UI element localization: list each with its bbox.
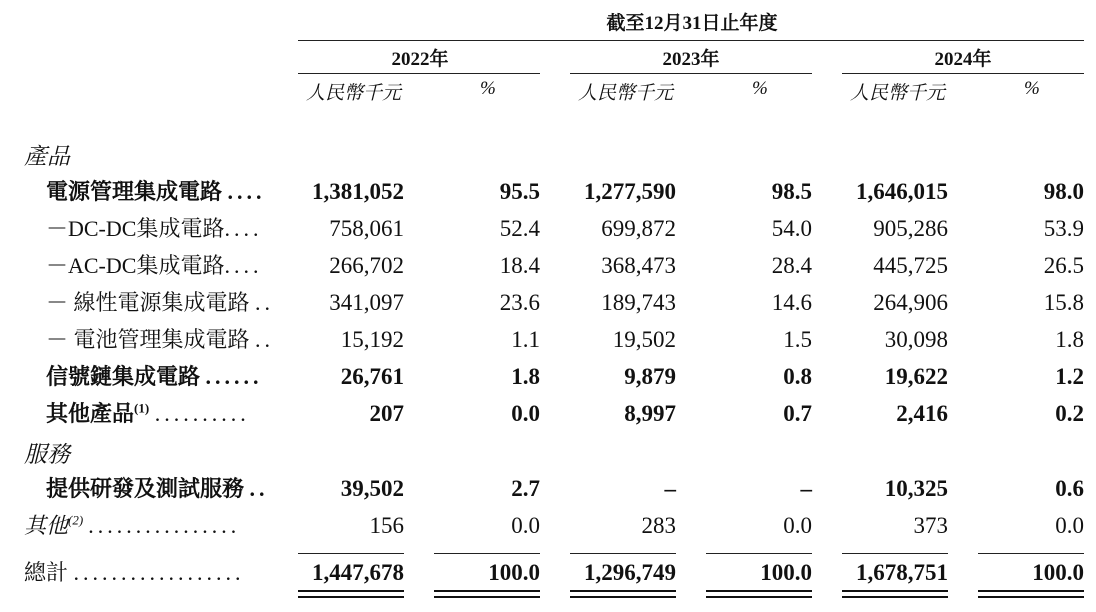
row-label: 其他產品$^{(1)}$ .......... (46, 400, 250, 426)
cell-2024-amount: 905,286 (873, 216, 948, 241)
cell-2022-amount: 341,097 (329, 290, 404, 315)
cell-2023-pct: 98.5 (771, 179, 812, 204)
table-row (0, 284, 1096, 321)
double-underline (978, 590, 1084, 598)
table-row (0, 358, 1096, 395)
unit-pct-2023: % (752, 78, 768, 99)
cell-2024-amount: 373 (913, 513, 948, 538)
cell-2022-amount: 207 (369, 401, 404, 426)
cell-2023-pct: 14.6 (771, 290, 812, 315)
section-products: 產品 (24, 144, 70, 169)
table-row (0, 210, 1096, 247)
cell-2024-pct: 53.9 (1043, 216, 1084, 241)
table-row (0, 321, 1096, 358)
unit-amount-2024: 人民幣千元 (850, 83, 946, 104)
cell-2023-amount: 19,502 (612, 327, 676, 352)
year-rule-2022 (298, 73, 540, 74)
cell-2024-amount: 2,416 (896, 401, 948, 426)
cell-2024-amount: 1,678,751 (856, 560, 948, 585)
cell-2024-pct: 15.8 (1043, 290, 1084, 315)
cell-2023-pct: – (800, 476, 812, 501)
cell-2024-amount: 30,098 (884, 327, 948, 352)
cell-2022-pct: 1.8 (511, 364, 540, 389)
row-label: 信號鏈集成電路 ...... (46, 364, 263, 389)
cell-2022-pct: 2.7 (511, 476, 540, 501)
cell-2022-pct: 52.4 (499, 216, 540, 241)
double-underline (298, 590, 404, 598)
cell-2023-amount: – (664, 476, 676, 501)
table-row (0, 395, 1096, 432)
cell-2024-pct: 0.2 (1055, 401, 1084, 426)
row-label: 提供研發及測試服務 .. (46, 476, 269, 501)
cell-2023-amount: 8,997 (624, 401, 676, 426)
cell-2022-amount: 1,381,052 (312, 179, 404, 204)
row-label: － 線性電源集成電路 .. (46, 290, 275, 315)
double-underline (570, 590, 676, 598)
cell-2022-pct: 0.0 (511, 401, 540, 426)
cell-2023-pct: 100.0 (760, 560, 812, 585)
cell-2022-amount: 39,502 (340, 476, 404, 501)
cell-2022-amount: 15,192 (340, 327, 404, 352)
table-period-heading: 截至12月31日止年度 (606, 13, 778, 34)
cell-2023-pct: 1.5 (783, 327, 812, 352)
cell-2024-pct: 0.0 (1055, 513, 1084, 538)
row-label: 總計 .................. (24, 560, 245, 585)
cell-2022-amount: 26,761 (340, 364, 404, 389)
year-rule-2023 (570, 73, 812, 74)
double-underline (842, 590, 948, 598)
cell-2022-amount: 758,061 (329, 216, 404, 241)
cell-2023-amount: 699,872 (601, 216, 676, 241)
section-services: 服務 (24, 442, 70, 467)
row-label: － 電池管理集成電路 .. (46, 327, 275, 352)
cell-2022-pct: 0.0 (511, 513, 540, 538)
cell-2023-pct: 0.0 (783, 513, 812, 538)
row-label: －AC-DC集成電路.... (46, 253, 263, 278)
table-row (0, 173, 1096, 210)
row-label: 其他$^{(2)}$ ................ (24, 512, 241, 538)
cell-2023-amount: 368,473 (601, 253, 676, 278)
cell-2024-pct: 1.2 (1055, 364, 1084, 389)
cell-2022-pct: 1.1 (511, 327, 540, 352)
cell-2024-amount: 264,906 (873, 290, 948, 315)
cell-2022-pct: 100.0 (488, 560, 540, 585)
cell-2024-pct: 98.0 (1043, 179, 1084, 204)
year-rule-2024 (842, 73, 1084, 74)
double-underline (434, 590, 540, 598)
cell-2024-amount: 10,325 (884, 476, 948, 501)
footnote-marker: (2) (68, 512, 84, 528)
cell-2023-pct: 28.4 (771, 253, 812, 278)
cell-2024-amount: 445,725 (873, 253, 948, 278)
unit-pct-2024: % (1024, 78, 1040, 99)
table-row-total (0, 554, 1096, 591)
header-rule (298, 40, 1084, 41)
table-row (0, 470, 1096, 507)
cell-2022-pct: 23.6 (499, 290, 540, 315)
cell-2022-amount: 266,702 (329, 253, 404, 278)
unit-amount-2023: 人民幣千元 (578, 83, 674, 104)
cell-2024-amount: 1,646,015 (856, 179, 948, 204)
table-row (0, 507, 1096, 544)
year-2022-heading: 2022年 (391, 49, 449, 70)
year-2023-heading: 2023年 (662, 49, 720, 70)
cell-2023-amount: 1,277,590 (584, 179, 676, 204)
cell-2023-amount: 189,743 (601, 290, 676, 315)
cell-2023-pct: 0.8 (783, 364, 812, 389)
cell-2024-pct: 100.0 (1032, 560, 1084, 585)
cell-2023-amount: 1,296,749 (584, 560, 676, 585)
cell-2022-amount: 1,447,678 (312, 560, 404, 585)
footnote-marker: (1) (134, 400, 150, 416)
cell-2024-pct: 0.6 (1055, 476, 1084, 501)
row-label: 電源管理集成電路 .... (46, 179, 266, 204)
cell-2023-amount: 283 (641, 513, 676, 538)
row-label: －DC-DC集成電路.... (46, 216, 263, 241)
unit-pct-2022: % (480, 78, 496, 99)
cell-2022-pct: 18.4 (499, 253, 540, 278)
table-row (0, 247, 1096, 284)
cell-2023-pct: 54.0 (771, 216, 812, 241)
unit-amount-2022: 人民幣千元 (306, 83, 402, 104)
cell-2023-amount: 9,879 (624, 364, 676, 389)
cell-2022-pct: 95.5 (499, 179, 540, 204)
cell-2024-pct: 26.5 (1043, 253, 1084, 278)
cell-2022-amount: 156 (369, 513, 404, 538)
year-2024-heading: 2024年 (934, 49, 992, 70)
cell-2024-amount: 19,622 (884, 364, 948, 389)
double-underline (706, 590, 812, 598)
cell-2024-pct: 1.8 (1055, 327, 1084, 352)
cell-2023-pct: 0.7 (783, 401, 812, 426)
